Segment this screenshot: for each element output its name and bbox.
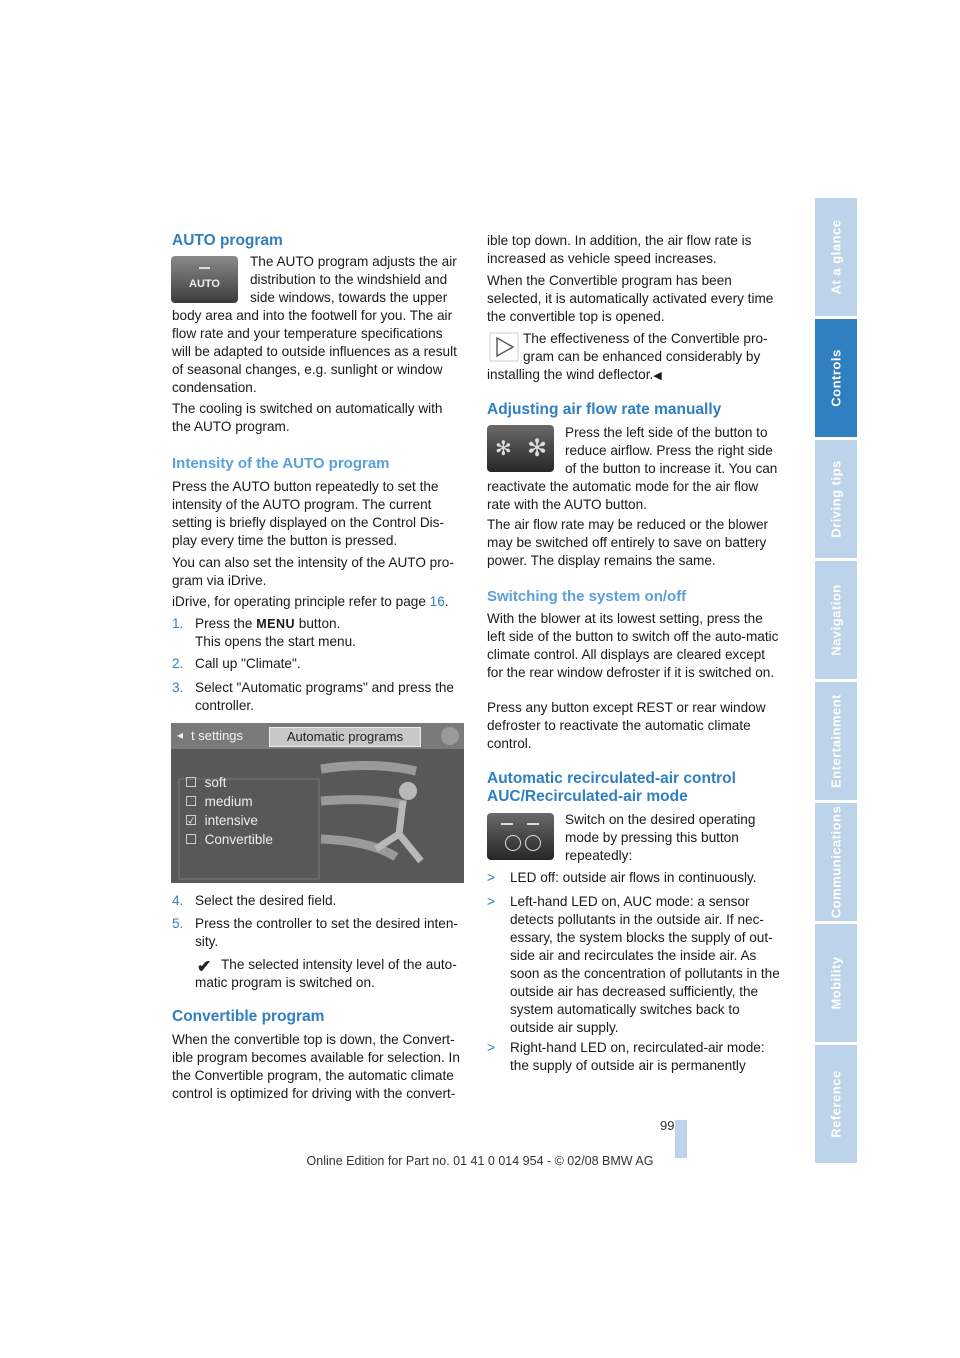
- control-display-screenshot: [171, 723, 464, 883]
- page-number: 99: [660, 1118, 675, 1133]
- step3-text: Select "Automatic programs" and press the controller.: [195, 680, 454, 713]
- bullet-led-off: LED off: outside air flows in continuously.: [510, 870, 757, 885]
- menu-button-label: MENU: [256, 617, 296, 631]
- auto-button-image: [171, 256, 238, 303]
- auc-a-icon: [505, 835, 521, 851]
- fan-large-icon: ✻: [527, 435, 548, 462]
- heading-auto-program: AUTO program: [172, 232, 283, 249]
- checkbox-icon: ☐: [185, 832, 198, 847]
- bullet-mark: >: [487, 870, 495, 885]
- tab-navigation[interactable]: Navigation: [815, 561, 857, 679]
- tab-driving-tips[interactable]: Driving tips: [815, 440, 857, 558]
- step4-text: Select the desired field.: [195, 893, 337, 908]
- note-triangle-icon: [489, 332, 519, 362]
- settings-knob-icon: [441, 727, 459, 745]
- heading-convertible-program: Convertible program: [172, 1008, 325, 1025]
- step2-text: Call up "Climate".: [195, 656, 301, 671]
- back-arrow-icon: ◂: [177, 728, 184, 742]
- auto-cooling-text: The cooling is switched on automatically with the AUTO program.: [172, 401, 443, 434]
- options-list: [185, 775, 273, 851]
- step5-note-line1: The selected intensity level of the auto-: [221, 957, 457, 972]
- airflow-battery-text: The air flow rate may be reduced or the blower may be switched off entirely to save on battery power. The display remains the same.: [487, 517, 769, 568]
- step5-note-line2: matic program is switched on.: [195, 975, 375, 990]
- bullet-right-led: Right-hand LED on, recirculated-air mode: the supply of outside air is permanently: [510, 1040, 765, 1073]
- auc-text-line3: repeatedly:: [565, 848, 633, 863]
- auc-button-image: [487, 813, 554, 860]
- option-medium[interactable]: ☐ medium: [185, 794, 253, 809]
- checkmark-icon: ✔: [197, 957, 212, 976]
- end-mark-icon: ◀: [653, 370, 662, 382]
- checkbox-checked-icon: ☑: [185, 813, 198, 828]
- screen-title: Automatic programs: [286, 729, 404, 744]
- footer-bar: [675, 1120, 687, 1158]
- convertible-note-line2: gram can be enhanced considerably by: [523, 349, 761, 364]
- auto-text-cont: body area and into the footwell for you. The air flow rate and your temperature specifications will be adapted to outside influences as a result of seasonal changes, e.g. sunlight or window condensation.: [172, 308, 457, 395]
- idrive-reference: iDrive, for operating principle refer to page 16.: [172, 594, 449, 609]
- auc-text-line1: Switch on the desired operating: [565, 812, 756, 827]
- bullet-mark: >: [487, 1040, 495, 1055]
- option-convertible[interactable]: ☐ Convertible: [185, 832, 273, 847]
- screen-tab-label: t settings: [191, 728, 244, 743]
- tab-reference[interactable]: Reference: [815, 1045, 857, 1163]
- airflow-text-line1: Press the left side of the button to: [565, 425, 768, 440]
- bullet-left-led: Left-hand LED on, AUC mode: a sensor detects pollutants in the outside air. If nec-essary, the system blocks the supply of out-side air and recirculates the inside air. As soon as the concentration of pollutants in the outside air has decreased sufficiently, the system automatically switches back to outside air supply.: [510, 894, 780, 1035]
- onoff-text: With the blower at its lowest setting, press the left side of the button to switch off the auto-matic climate control. All displays are cleared except for the rear window defroster if it is switched on.: [487, 611, 779, 680]
- step-number: 2.: [172, 656, 184, 671]
- bullet-mark: >: [487, 894, 495, 909]
- option-intensive[interactable]: ☑ intensive: [185, 813, 258, 828]
- recirculate-icon: [525, 835, 541, 851]
- tab-communications[interactable]: Communications: [815, 803, 857, 921]
- led-right-icon: [527, 823, 539, 825]
- airflow-text-line3: of the button to increase it. You can: [565, 461, 778, 476]
- auto-button-label: AUTO: [189, 278, 220, 290]
- tab-entertainment[interactable]: Entertainment: [815, 682, 857, 800]
- step-number: 3.: [172, 680, 184, 695]
- heading-auc-line2: AUC/Recirculated-air mode: [487, 788, 688, 805]
- chapter-tabs: [815, 198, 857, 1166]
- heading-auc-line1: Automatic recirculated-air control: [487, 770, 736, 787]
- option-soft[interactable]: ☐ soft: [185, 775, 227, 790]
- checkbox-icon: ☐: [185, 775, 198, 790]
- checkbox-icon: ☐: [185, 794, 198, 809]
- step-number: 4.: [172, 893, 184, 908]
- auto-text-line3: side windows, towards the upper: [250, 290, 448, 305]
- led-left-icon: [501, 823, 513, 825]
- step5-text: Press the controller to set the desired inten-sity.: [195, 916, 458, 949]
- fan-button-image: [487, 425, 554, 472]
- intensity-text: Press the AUTO button repeatedly to set the intensity of the AUTO program. The current setting is briefly displayed on the Control Dis-play every time the button is pressed.: [172, 479, 445, 548]
- auc-text-line2: mode by pressing this button: [565, 830, 739, 845]
- auto-text-line2: distribution to the windshield and: [250, 272, 448, 287]
- auto-text-line1: The AUTO program adjusts the air: [250, 254, 457, 269]
- convertible-text-cont: ible top down. In addition, the air flow rate is increased as vehicle speed increases.: [487, 233, 752, 266]
- footer-text: Online Edition for Part no. 01 41 0 014 954 - © 02/08 BMW AG: [306, 1154, 654, 1168]
- heading-air-flow: Adjusting air flow rate manually: [487, 401, 722, 418]
- step1-sub: This opens the start menu.: [195, 634, 356, 649]
- heading-intensity: Intensity of the AUTO program: [172, 455, 390, 472]
- fan-small-icon: ✻: [495, 438, 512, 460]
- airflow-text-cont: reactivate the automatic mode for the air flow rate with the AUTO button.: [487, 479, 759, 512]
- convertible-note-line3: installing the wind deflector.◀: [487, 367, 662, 382]
- tab-mobility[interactable]: Mobility: [815, 924, 857, 1042]
- heading-on-off: Switching the system on/off: [487, 588, 687, 605]
- airflow-text-line2: reduce airflow. Press the right side: [565, 443, 773, 458]
- step-number: 1.: [172, 616, 184, 631]
- convertible-activation-text: When the Convertible program has been selected, it is automatically activated every time the convertible top is opened.: [487, 273, 774, 324]
- intensity-idrive-text: You can also set the intensity of the AUTO pro-gram via iDrive.: [172, 555, 454, 588]
- convertible-note-line1: The effectiveness of the Convertible pro-: [523, 331, 768, 346]
- step-number: 5.: [172, 916, 184, 931]
- step1-text: Press the MENU button.: [195, 616, 341, 631]
- onoff-reactivate-text: Press any button except REST or rear window defroster to reactivate the automatic climate control.: [487, 700, 766, 751]
- led-bar-icon: [199, 267, 210, 269]
- tab-controls[interactable]: Controls: [815, 319, 857, 437]
- tab-at-a-glance[interactable]: At a glance: [815, 198, 857, 316]
- page-link[interactable]: 16: [429, 594, 445, 609]
- convertible-text: When the convertible top is down, the Convert-ible program becomes available for selection. In the Convertible program, the automatic climate control is optimized for driving with the convert-: [172, 1032, 460, 1101]
- screen-title-box: [269, 727, 421, 747]
